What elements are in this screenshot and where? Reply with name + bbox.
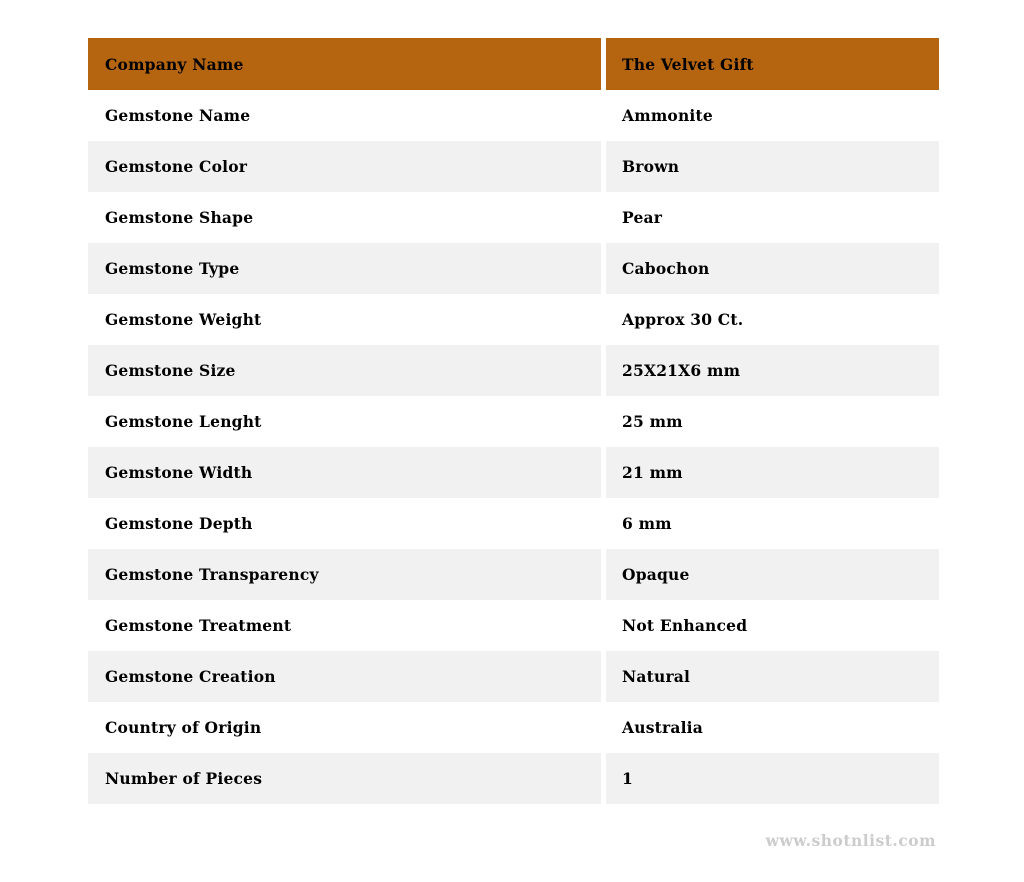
spec-label: Gemstone Creation	[88, 651, 601, 702]
spec-value: Natural	[606, 651, 939, 702]
table-row	[88, 141, 939, 192]
spec-label: Gemstone Depth	[88, 498, 601, 549]
table-row	[88, 651, 939, 702]
table-row	[88, 294, 939, 345]
table-row	[88, 498, 939, 549]
spec-value: Brown	[606, 141, 939, 192]
header-label: Company Name	[88, 38, 601, 90]
spec-value: Cabochon	[606, 243, 939, 294]
spec-value: Ammonite	[606, 90, 939, 141]
spec-value: Australia	[606, 702, 939, 753]
table-row	[88, 192, 939, 243]
table-row	[88, 345, 939, 396]
spec-label: Gemstone Weight	[88, 294, 601, 345]
spec-value: 25X21X6 mm	[606, 345, 939, 396]
table-row	[88, 753, 939, 804]
spec-value: 1	[606, 753, 939, 804]
site-watermark: www.shotnlist.com	[765, 831, 936, 850]
spec-value: 25 mm	[606, 396, 939, 447]
table-row	[88, 600, 939, 651]
table-row	[88, 447, 939, 498]
gemstone-spec-table	[88, 38, 939, 804]
spec-value: Pear	[606, 192, 939, 243]
spec-label: Gemstone Lenght	[88, 396, 601, 447]
spec-value: 6 mm	[606, 498, 939, 549]
table-row	[88, 396, 939, 447]
spec-label: Gemstone Transparency	[88, 549, 601, 600]
spec-label: Gemstone Name	[88, 90, 601, 141]
table-row	[88, 549, 939, 600]
spec-value: Not Enhanced	[606, 600, 939, 651]
table-row	[88, 90, 939, 141]
spec-label: Gemstone Type	[88, 243, 601, 294]
spec-label: Gemstone Width	[88, 447, 601, 498]
table-row	[88, 702, 939, 753]
table-header-row	[88, 38, 939, 90]
table-row	[88, 243, 939, 294]
spec-value: Approx 30 Ct.	[606, 294, 939, 345]
spec-value: Opaque	[606, 549, 939, 600]
spec-label: Country of Origin	[88, 702, 601, 753]
header-value: The Velvet Gift	[606, 38, 939, 90]
spec-label: Gemstone Size	[88, 345, 601, 396]
spec-label: Number of Pieces	[88, 753, 601, 804]
spec-label: Gemstone Treatment	[88, 600, 601, 651]
spec-label: Gemstone Shape	[88, 192, 601, 243]
spec-label: Gemstone Color	[88, 141, 601, 192]
spec-value: 21 mm	[606, 447, 939, 498]
